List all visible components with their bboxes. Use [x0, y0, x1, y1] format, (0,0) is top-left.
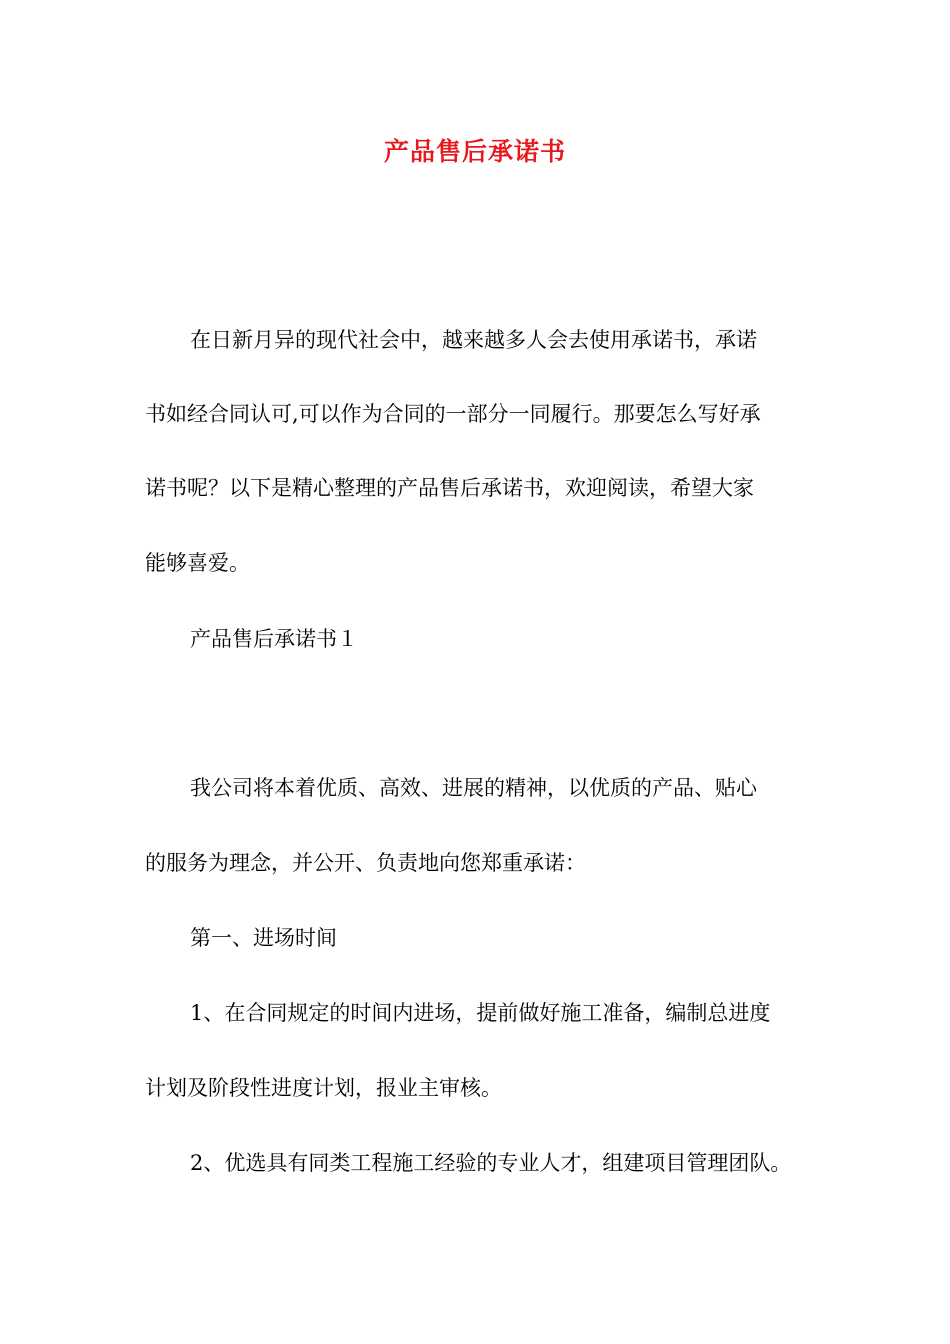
document-title: 产品售后承诺书: [383, 137, 566, 166]
paragraph-line: 的服务为理念，并公开、负责地向您郑重承诺：: [145, 851, 586, 875]
paragraph-line: 能够喜爱。: [145, 551, 250, 575]
list-item: 2、优选具有同类工程施工经验的专业人才，组建项目管理团队。: [190, 1151, 792, 1175]
list-item: 1、在合同规定的时间内进场，提前做好施工准备，编制总进度: [190, 1001, 771, 1025]
paragraph-line: 我公司将本着优质、高效、进展的精神，以优质的产品、贴心: [190, 776, 757, 800]
list-item-continuation: 计划及阶段性进度计划，报业主审核。: [145, 1076, 502, 1100]
paragraph-line: 书如经合同认可,可以作为合同的一部分一同履行。那要怎么写好承: [145, 402, 761, 426]
section-heading: 产品售后承诺书１: [190, 627, 358, 651]
paragraph-line: 诺书呢？以下是精心整理的产品售后承诺书，欢迎阅读，希望大家: [145, 476, 754, 500]
subsection-heading: 第一、进场时间: [190, 926, 337, 950]
paragraph-line: 在日新月异的现代社会中，越来越多人会去使用承诺书，承诺: [190, 328, 757, 352]
